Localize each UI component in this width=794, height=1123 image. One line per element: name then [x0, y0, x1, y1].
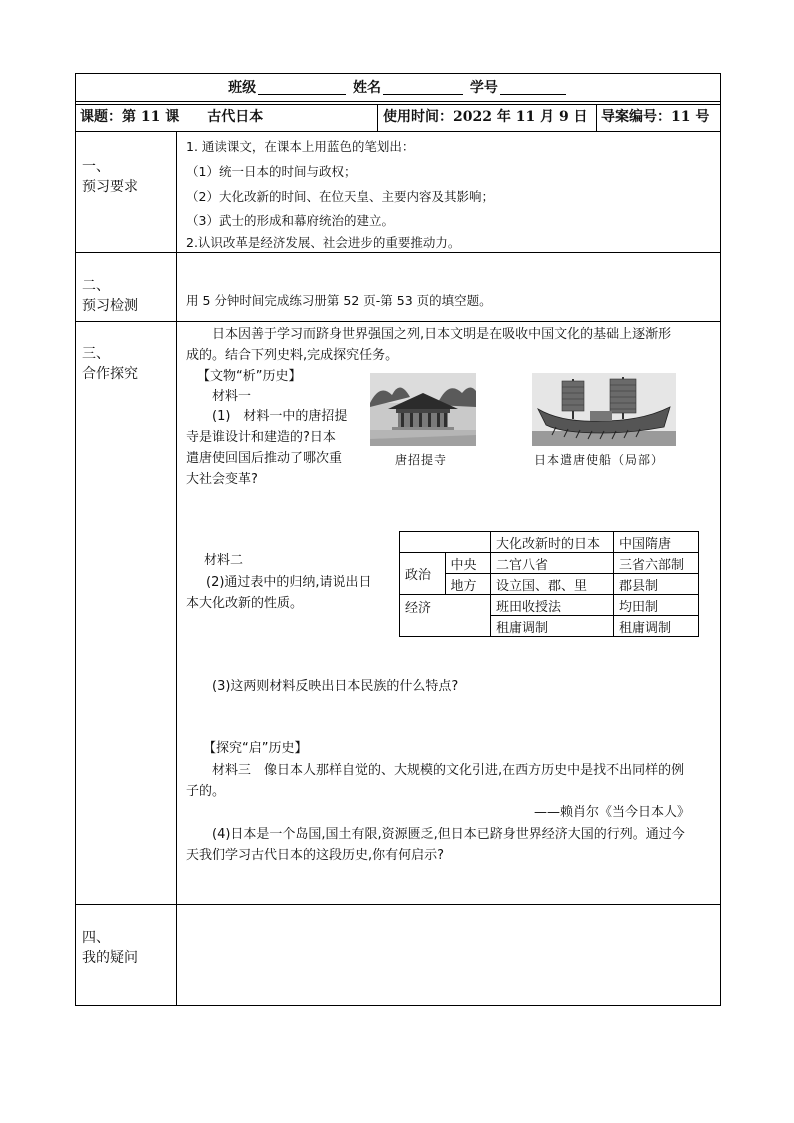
table-cell: 设立国、郡、里 [491, 574, 614, 595]
questions-answer-area[interactable] [178, 906, 719, 1004]
question-text: (2)通过表中的归纳,请说出日 [206, 575, 372, 590]
question-text: 遣唐使回国后推动了哪次重 [186, 451, 343, 466]
table-cell: 租庸调制 [614, 616, 699, 637]
table-cell: 郡县制 [614, 574, 699, 595]
guide-number: 导案编号：11 号 [601, 109, 710, 125]
name-label: 姓名 [353, 80, 381, 96]
student-id-blank[interactable] [500, 78, 566, 95]
section-number: 四、 [82, 930, 110, 946]
table-header: 大化改新时的日本 [491, 532, 614, 553]
class-label: 班级 [228, 80, 257, 96]
table-cell: 租庸调制 [491, 616, 614, 637]
class-blank[interactable] [258, 78, 346, 95]
section-number: 三、 [82, 346, 110, 362]
material-three-text: 材料三 像日本人那样自觉的、大规模的文化引进,在西方历史中是找不出同样的例 [212, 763, 685, 778]
row-divider [75, 131, 721, 132]
row-divider [75, 321, 721, 322]
lesson-title: 课题：第 11 课 古代日本 [80, 109, 264, 125]
section-number: 二、 [82, 278, 110, 294]
preview-line: 1. 通读课文，在课本上用蓝色的笔划出： [186, 139, 415, 154]
table-cell: 均田制 [614, 595, 699, 616]
column-divider [596, 104, 597, 131]
section-title-questions: 我的疑问 [82, 950, 138, 966]
table-cell: 二官八省 [491, 553, 614, 574]
question-text: (1) 材料一中的唐招提 [212, 409, 348, 424]
check-instruction: 用 5 分钟时间完成练习册第 52 页-第 53 页的填空题。 [186, 293, 492, 308]
material-source: ——赖肖尔《当今日本人》 [534, 805, 691, 820]
intro-text: 成的。结合下列史料,完成探究任务。 [186, 348, 399, 363]
section-title-check: 预习检测 [82, 298, 138, 314]
question-text: 本大化改新的性质。 [186, 596, 304, 611]
table-cell: 三省六部制 [614, 553, 699, 574]
table-cell: 班田收授法 [491, 595, 614, 616]
row-divider [75, 101, 721, 102]
preview-line: （1）统一日本的时间与政权； [186, 164, 357, 179]
material-two-label: 材料二 [204, 553, 244, 568]
table-category: 政治 [400, 553, 446, 595]
table-subcategory: 中央 [445, 553, 491, 574]
table-header: 中国隋唐 [614, 532, 699, 553]
preview-line: 2.认识改革是经济发展、社会进步的重要推动力。 [186, 235, 461, 250]
question-text: 寺是谁设计和建造的?日本 [186, 430, 336, 445]
reform-comparison-table [399, 531, 699, 637]
preview-line: （3）武士的形成和幕府统治的建立。 [186, 213, 394, 228]
section-title-explore: 合作探究 [82, 366, 138, 382]
section-title-preview: 预习要求 [82, 179, 138, 195]
ship-caption: 日本遣唐使船（局部） [534, 453, 665, 467]
question-text: 天我们学习古代日本的这段历史,你有何启示? [186, 848, 445, 863]
envoy-ship-image [532, 373, 676, 446]
question-text: (4)日本是一个岛国,国土有限,资源匮乏,但日本已跻身世界经济大国的行列。通过今 [212, 827, 685, 842]
material-one-label: 材料一 [212, 389, 252, 404]
question-text: 大社会变革? [186, 472, 258, 487]
intro-text: 日本因善于学习而跻身世界强国之列,日本文明是在吸收中国文化的基础上逐渐形 [212, 327, 672, 342]
question-text: (3)这两则材料反映出日本民族的什么特点? [212, 679, 459, 694]
usage-date: 使用时间：2022 年 11 月 9 日 [383, 109, 588, 125]
row-divider [75, 252, 721, 253]
table-category: 经济 [400, 595, 491, 637]
section-number: 一、 [82, 159, 110, 175]
column-divider [377, 104, 378, 131]
temple-caption: 唐招提寺 [395, 453, 448, 467]
material-three-text: 子的。 [186, 784, 226, 799]
table-cell-empty [400, 532, 491, 553]
name-blank[interactable] [383, 78, 463, 95]
student-info-header [76, 75, 720, 101]
preview-line: （2）大化改新的时间、在位天皇、主要内容及其影响； [186, 189, 494, 204]
row-divider [75, 904, 721, 905]
student-id-label: 学号 [469, 80, 498, 96]
table-subcategory: 地方 [445, 574, 491, 595]
toshodaiji-temple-image [370, 373, 476, 446]
part-title-artifact: 【文物“析”历史】 [197, 369, 302, 384]
column-divider [176, 131, 177, 1006]
part-title-inspire: 【探究“启”历史】 [203, 741, 308, 756]
row-divider [75, 104, 721, 105]
